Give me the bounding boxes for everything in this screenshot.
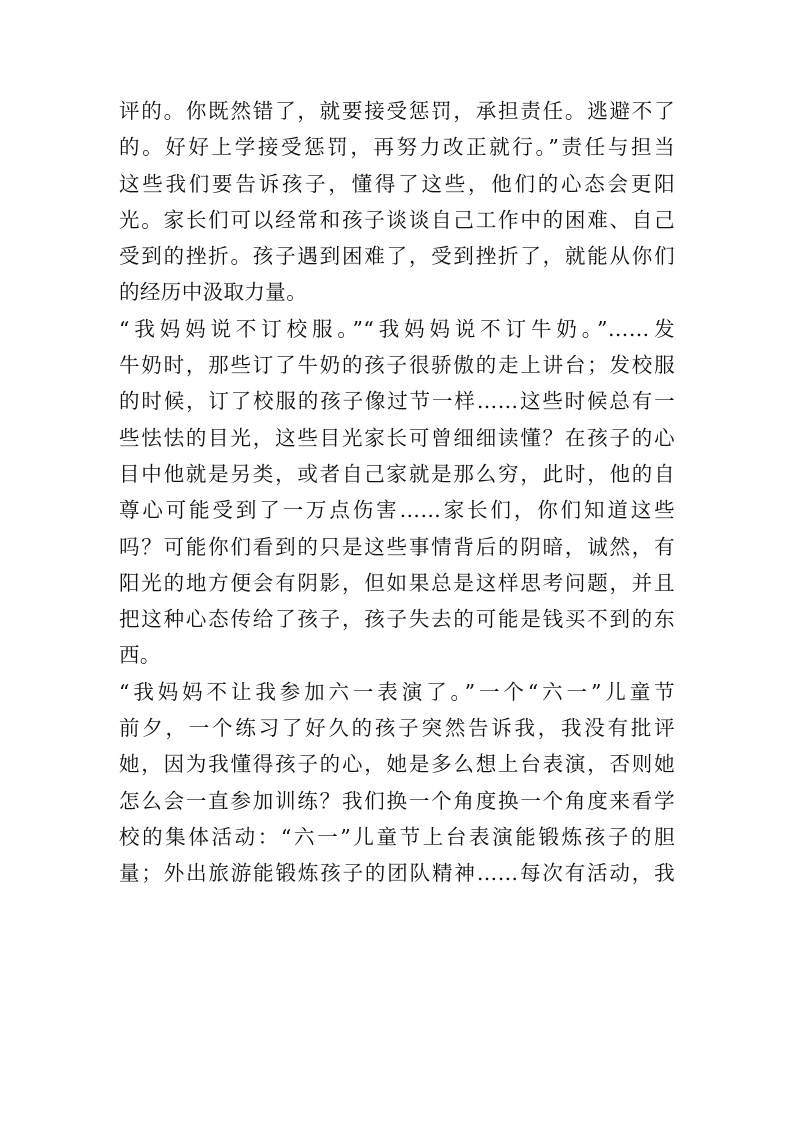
text-line: 的。好好上学接受惩罚，再努力改正就行。”责任与担当 [119, 135, 675, 160]
paragraph-uniform-milk [119, 311, 675, 674]
paragraph-childrens-day [119, 674, 675, 892]
text-line: 的经历中汲取力量。 [119, 280, 308, 305]
text-line: 校的集体活动：“六一”儿童节上台表演能锻炼孩子的胆 [119, 824, 675, 849]
text-line: “我妈妈说不订校服。”“我妈妈说不订牛奶。”……发 [119, 316, 675, 341]
text-line: 尊心可能受到了一万点伤害……家长们，你们知道这些 [119, 498, 675, 523]
text-line: 受到的挫折。孩子遇到困难了，受到挫折了，就能从你们 [119, 244, 675, 269]
text-line: 些怯怯的目光，这些目光家长可曾细细读懂？在孩子的心 [119, 425, 675, 450]
paragraph-responsibility [119, 93, 675, 311]
text-line: 西。 [119, 643, 161, 668]
text-line: 阳光的地方便会有阴影，但如果总是这样思考问题，并且 [119, 570, 675, 595]
text-line: 牛奶时，那些订了牛奶的孩子很骄傲的走上讲台；发校服 [119, 353, 675, 378]
text-line: 前夕，一个练习了好久的孩子突然告诉我，我没有批评 [119, 716, 675, 741]
text-line: 吗？可能你们看到的只是这些事情背后的阴暗，诚然，有 [119, 534, 675, 559]
text-line: 的时候，订了校服的孩子像过节一样……这些时候总有一 [119, 389, 675, 414]
document-page [119, 93, 675, 892]
text-line: 目中他就是另类，或者自己家就是那么穷，此时，他的自 [119, 461, 675, 486]
text-line: 量；外出旅游能锻炼孩子的团队精神……每次有活动，我 [119, 861, 675, 886]
text-line: “我妈妈不让我参加六一表演了。”一个“六一”儿童节 [119, 679, 675, 704]
text-line: 光。家长们可以经常和孩子谈谈自己工作中的困难、自己 [119, 207, 675, 232]
text-line: 把这种心态传给了孩子，孩子失去的可能是钱买不到的东 [119, 607, 675, 632]
text-line: 她，因为我懂得孩子的心，她是多么想上台表演，否则她 [119, 752, 675, 777]
text-line: 怎么会一直参加训练？我们换一个角度换一个角度来看学 [119, 788, 675, 813]
text-line: 这些我们要告诉孩子，懂得了这些，他们的心态会更阳 [119, 171, 675, 196]
text-line: 评的。你既然错了，就要接受惩罚，承担责任。逃避不了 [119, 99, 675, 123]
